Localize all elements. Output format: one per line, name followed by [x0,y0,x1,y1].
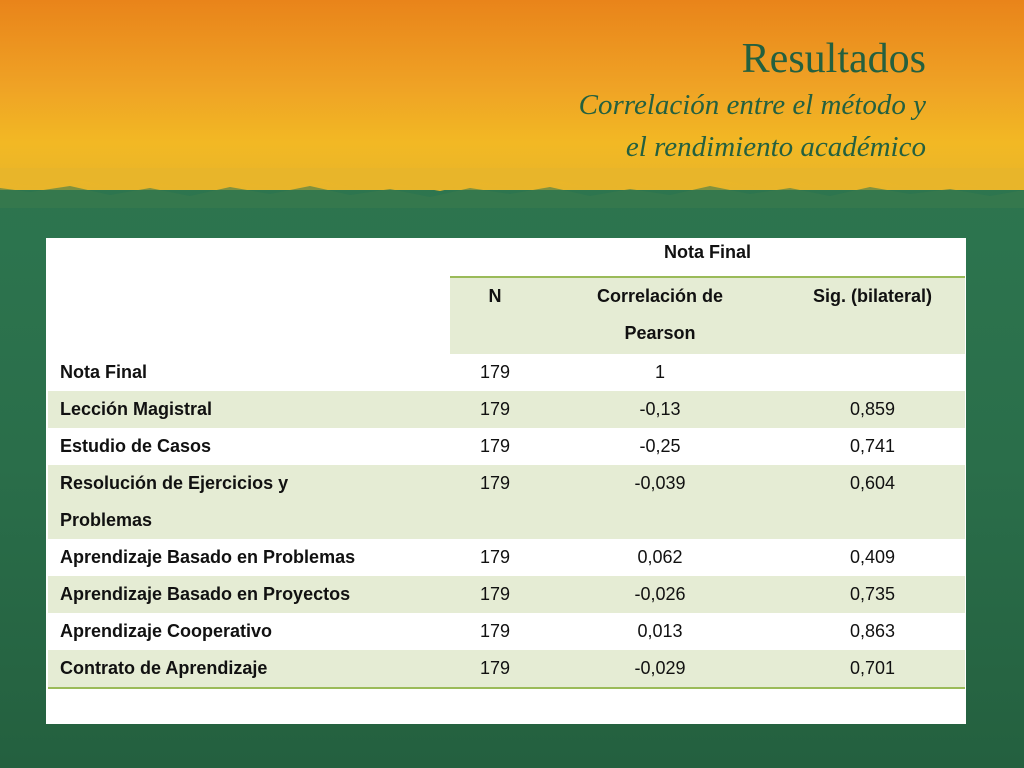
corr-cell: -0,039 [540,465,780,539]
column-header-sig: Sig. (bilateral) [780,277,965,354]
n-cell: 179 [450,650,540,688]
sig-cell: 0,863 [849,621,896,641]
row-label-line-1: Resolución de Ejercicios y [60,473,289,493]
correlation-table-panel [46,238,966,724]
table-row [48,613,965,650]
table-row [48,354,965,391]
torn-edge-decoration [0,168,1024,208]
table-row [48,576,965,613]
corr-cell: -0,026 [540,576,780,613]
table-row [48,428,965,465]
corr-cell: -0,25 [639,436,681,456]
slide-subtitle-line-1: Correlación entre el método y [578,89,926,121]
n-cell: 179 [479,621,511,641]
row-label: Aprendizaje Basado en Proyectos [48,576,450,613]
slide-title: Resultados [741,36,926,82]
corner-cell [48,238,450,354]
sig-cell: 0,735 [780,576,965,613]
slide-title-block [579,34,926,168]
corr-cell: 1 [654,362,665,382]
table-row [48,391,965,428]
n-cell: 179 [450,576,540,613]
row-label: Lección Magistral [48,391,450,428]
n-cell: 179 [479,547,511,567]
column-header-correlacion [540,277,780,354]
sig-cell: 0,604 [780,465,965,539]
row-label: Aprendizaje Cooperativo [60,621,273,641]
n-cell: 179 [450,391,540,428]
row-label: Estudio de Casos [60,436,212,456]
row-label [48,465,450,539]
sig-cell: 0,741 [849,436,896,456]
corr-cell: -0,13 [540,391,780,428]
n-cell: 179 [450,465,540,539]
table-row [48,465,965,539]
column-header-n: N [450,277,540,354]
row-label: Contrato de Aprendizaje [48,650,450,688]
sig-cell: 0,859 [780,391,965,428]
corr-cell: 0,013 [637,621,683,641]
n-cell: 179 [479,362,511,382]
correlation-table [48,238,965,689]
row-label: Nota Final [60,362,148,382]
column-header-correlacion-line-2: Pearson [624,323,696,343]
group-header-nota-final: Nota Final [450,238,965,277]
corr-cell: 0,062 [637,547,683,567]
row-label: Aprendizaje Basado en Problemas [60,547,356,567]
slide-subtitle-line-2: el rendimiento académico [625,131,926,163]
sig-cell: 0,701 [780,650,965,688]
table-row [48,539,965,576]
sig-cell [780,354,965,391]
n-cell: 179 [479,436,511,456]
corr-cell: -0,029 [540,650,780,688]
sig-cell: 0,409 [849,547,896,567]
column-header-correlacion-line-1: Correlación de [596,286,724,306]
row-label-line-2: Problemas [60,510,153,530]
table-row [48,650,965,688]
